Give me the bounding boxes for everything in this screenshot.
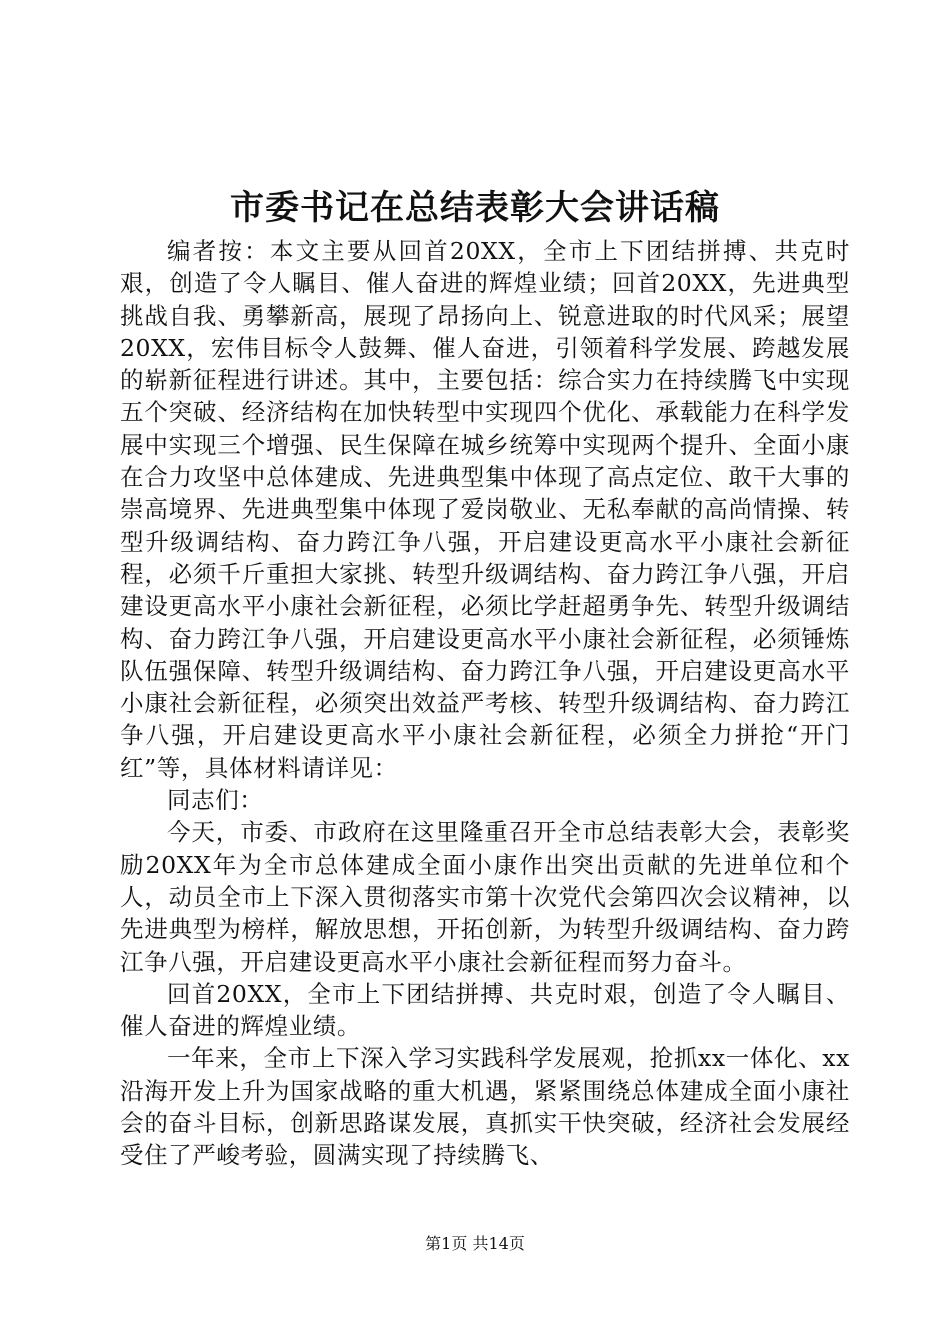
salutation-paragraph: 同志们： bbox=[167, 786, 264, 815]
page-total: 共14页 bbox=[472, 1234, 525, 1253]
editor-note-paragraph: 编者按：本文主要从回首20XX，全市上下团结拼搏、共克时艰，创造了令人瞩目、催人奋进的辉煌业绩；回首20XX，先进典型挑战自我、勇攀新高，展现了昂扬向上、锐意进取的时代风采；展望20XX，宏伟目标令人鼓舞、催人奋进，引领着科学发展、跨越发展的崭新征程进行讲述。其中，主要包括：综合实力在持续腾飞中实现五个突破、经济结构在加快转型中实现四个优化、承载能力在科学发展中实现三个增强、民生保障在城乡统筹中实现两个提升、全面小康在合力攻坚中总体建成、先进典型集中体现了高点定位、敢干大事的崇高境界、先进典型集中体现了爱岗敬业、无私奉献的高尚情操、转型升级调结构、奋力跨江争八强，开启建设更高水平小康社会新征程，必须千斤重担大家挑、转型升级调结构、奋力跨江争八强，开启建设更高水平小康社会新征程，必须比学赶超勇争先、转型升级调结构、奋力跨江争八强，开启建设更高水平小康社会新征程，必须锤炼队伍强保障、转型升级调结构、奋力跨江争八强，开启建设更高水平小康社会新征程，必须突出效益严考核、转型升级调结构、奋力跨江争八强，开启建设更高水平小康社会新征程，必须全力拼抢“开门红”等，具体材料请详见： bbox=[120, 237, 850, 782]
body-paragraph: 一年来，全市上下深入学习实践科学发展观，抢抓xx一体化、xx沿海开发上升为国家战略的重大机遇，紧紧围绕总体建成全面小康社会的奋斗目标，创新思路谋发展，真抓实干快突破，经济社会发展经受住了严峻考验，圆满实现了持续腾飞、 bbox=[120, 1044, 850, 1170]
document-body bbox=[120, 235, 850, 1172]
body-paragraph: 今天，市委、市政府在这里隆重召开全市总结表彰大会，表彰奖励20XX年为全市总体建成全面小康作出突出贡献的先进单位和个人，动员全市上下深入贯彻落实市第十次党代会第四次会议精神，以先进典型为榜样，解放思想，开拓创新，为转型升级调结构、奋力跨江争八强，开启建设更高水平小康社会新征程而努力奋斗。 bbox=[120, 818, 850, 976]
body-paragraph: 回首20XX，全市上下团结拼搏、共克时艰，创造了令人瞩目、催人奋进的辉煌业绩。 bbox=[120, 979, 850, 1041]
page-number: 第1页 bbox=[425, 1234, 468, 1253]
document-title: 市委书记在总结表彰大会讲话稿 bbox=[230, 188, 720, 228]
page-footer bbox=[0, 1232, 950, 1256]
